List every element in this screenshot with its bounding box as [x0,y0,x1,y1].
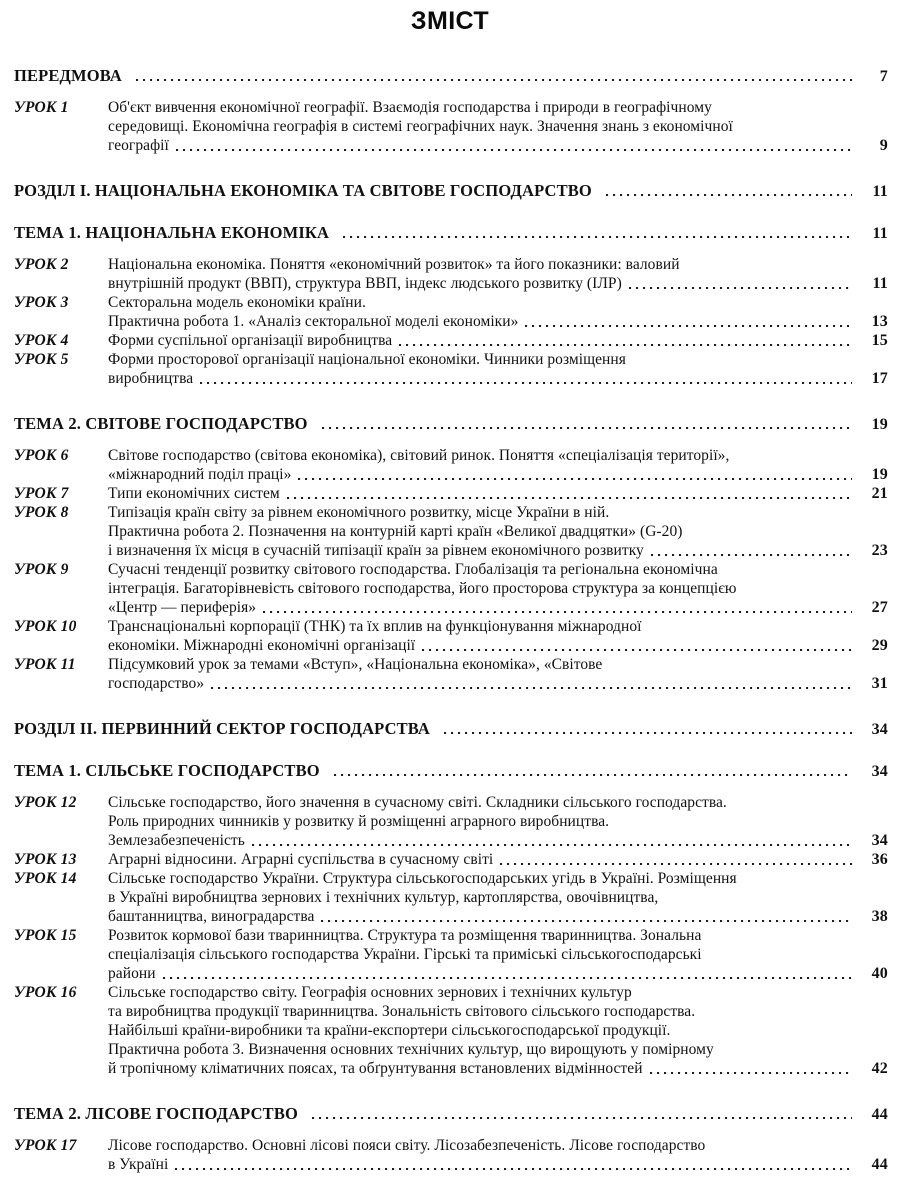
lesson-text: та виробництва продукції тваринництва. Зональність світового сільського господарства. [108,1003,696,1020]
lesson-line [108,579,888,598]
dot-leader [287,489,852,503]
toc-heading-row[interactable] [0,223,900,243]
lesson-text: Сільське господарство світу. Географія основних зернових і технічних культур [108,984,632,1001]
toc-lesson-row[interactable] [0,293,900,331]
dot-leader [321,912,852,926]
heading-gap [0,201,900,223]
lesson-line [108,617,888,636]
lesson-label: УРОК 9 [14,561,69,578]
toc-lesson-row[interactable] [0,655,900,693]
lesson-line [108,1002,888,1021]
lesson-line [108,1021,888,1040]
lesson-line [108,560,888,579]
after-heading-gap [0,434,900,446]
dot-leader [343,228,852,243]
lesson-line-last [108,1059,888,1078]
group-gap [0,388,900,414]
lesson-line-last [108,1155,888,1174]
page-number[interactable]: 34 [871,763,888,780]
lesson-line-last [108,312,888,331]
title-spacer [0,36,900,66]
toc-entry-list [0,66,900,1174]
lesson-line-last [108,136,888,155]
lesson-text: середовищі. Економічна географія в системі географічних наук. Значення знань з економічної [108,118,733,135]
dot-leader [175,1160,852,1174]
toc-lesson-row[interactable] [0,560,900,617]
lesson-line [108,869,888,888]
lesson-label: УРОК 5 [14,351,69,368]
lesson-text: Підсумковий урок за темами «Вступ», «Національна економіка», «Світове [108,656,603,673]
lesson-text: економіки. Міжнародні економічні організації [108,637,416,654]
lesson-label: УРОК 10 [14,618,77,635]
lesson-label: УРОК 17 [14,1137,77,1154]
dot-leader [525,317,852,331]
dot-leader [650,1064,852,1078]
lesson-text: Форми суспільної організації виробництва [108,332,393,349]
lesson-body [108,617,888,655]
dot-leader [211,679,852,693]
page-number[interactable]: 38 [871,908,888,925]
lesson-line [108,293,888,312]
lesson-text: райони [108,965,156,982]
heading-text: РОЗДІЛ ІІ. ПЕРВИННИЙ СЕКТОР ГОСПОДАРСТВА [14,719,430,738]
group-gap [0,693,900,719]
page-number[interactable]: 19 [871,416,888,433]
dot-leader [298,470,852,484]
lesson-line-last [108,331,888,350]
page-number[interactable]: 29 [871,637,888,654]
lesson-text: Типізація країн світу за рівнем економічного розвитку, місце України в ній. [108,504,610,521]
lesson-line-last [108,850,888,869]
lesson-line-last [108,964,888,983]
lesson-line [108,522,888,541]
toc-lesson-row[interactable] [0,983,900,1078]
page-number[interactable]: 21 [871,485,888,502]
toc-heading-row[interactable] [0,181,900,201]
lesson-line [108,446,888,465]
dot-leader [334,766,852,781]
lesson-body [108,98,888,155]
lesson-line [108,1040,888,1059]
lesson-line [108,98,888,117]
toc-lesson-row[interactable] [0,926,900,983]
lesson-text: Практична робота 3. Визначення основних технічних культур, що вирощують у помірному [108,1041,714,1058]
lesson-line-last [108,484,888,503]
lesson-line [108,350,888,369]
dot-leader [422,641,852,655]
page-number[interactable]: 40 [871,965,888,982]
page-number[interactable]: 19 [871,466,888,483]
lesson-text: інтеграція. Багаторівневість світового господарства, його просторова структура за концепцією [108,580,737,597]
lesson-label: УРОК 3 [14,294,69,311]
lesson-text: виробництва [108,370,194,387]
lesson-text: Аграрні відносини. Аграрні суспільства в сучасному світі [108,851,494,868]
toc-lesson-row[interactable] [0,503,900,560]
lesson-text: Роль природних чинників у розвитку й розміщенні аграрного виробництва. [108,813,610,830]
dot-leader [252,836,852,850]
lesson-text: баштанництва, виноградарства [108,908,315,925]
lesson-line-last [108,636,888,655]
lesson-body [108,983,888,1078]
heading-text: РОЗДІЛ І. НАЦІОНАЛЬНА ЕКОНОМІКА ТА СВІТОВЕ ГОСПОДАРСТВО [14,181,592,200]
heading-text: ПЕРЕДМОВА [14,66,122,85]
lesson-text: господарство» [108,675,205,692]
toc-lesson-row[interactable] [0,484,900,503]
lesson-label: УРОК 2 [14,256,69,273]
lesson-text: Типи економічних систем [108,485,280,502]
page-number[interactable]: 13 [871,313,888,330]
lesson-line [108,793,888,812]
toc-lesson-row[interactable] [0,850,900,869]
lesson-text: «Центр — периферія» [108,599,257,616]
lesson-text: Практична робота 2. Позначення на контурній карті країн «Великої двадцятки» (G-20) [108,523,683,540]
page-number[interactable]: 11 [872,183,888,200]
lesson-text: Сільське господарство України. Структура сільськогосподарських угідь в Україні. Розміщення [108,870,737,887]
lesson-line-last [108,369,888,388]
lesson-body [108,793,888,850]
toc-lesson-row[interactable] [0,1136,900,1174]
dot-leader [136,71,852,86]
lesson-line [108,945,888,964]
lesson-line [108,983,888,1002]
lesson-label: УРОК 13 [14,851,77,868]
after-heading-gap [0,243,900,255]
page-number[interactable]: 11 [872,275,888,292]
dot-leader [176,141,852,155]
lesson-label: УРОК 16 [14,984,77,1001]
lesson-line [108,926,888,945]
lesson-text: Транснаціональні корпорації (ТНК) та їх вплив на функціонування міжнародної [108,618,642,635]
lesson-label: УРОК 12 [14,794,77,811]
page-number[interactable]: 15 [871,332,888,349]
page-number[interactable]: 11 [872,225,888,242]
lesson-text: Найбільші країни-виробники та країни-експортери сільськогосподарської продукції. [108,1022,671,1039]
page-number[interactable]: 31 [871,675,888,692]
toc-lesson-row[interactable] [0,793,900,850]
dot-leader [312,1109,852,1124]
lesson-text: Лісове господарство. Основні лісові пояси світу. Лісозабезпеченість. Лісове господарство [108,1137,706,1154]
dot-leader [500,855,852,869]
lesson-text: і визначення їх місця в сучасній типізації країн за рівнем економічного розвитку [108,542,644,559]
lesson-body [108,560,888,617]
lesson-label: УРОК 6 [14,447,69,464]
heading-text: ТЕМА 1. НАЦІОНАЛЬНА ЕКОНОМІКА [14,223,330,242]
lesson-text: Сучасні тенденції розвитку світового господарства. Глобалізація та регіональна економічна [108,561,718,578]
lesson-text: внутрішній продукт (ВВП), структура ВВП, індекс людського розвитку (ІЛР) [108,275,622,292]
dot-leader [163,969,852,983]
page-number[interactable]: 44 [871,1156,888,1173]
lesson-line [108,655,888,674]
dot-leader [651,546,852,560]
lesson-body [108,869,888,926]
lesson-text: Об'єкт вивчення економічної географії. Взаємодія господарства і природи в географічному [108,99,712,116]
lesson-line-last [108,674,888,693]
after-heading-gap [0,781,900,793]
toc-heading-row[interactable] [0,761,900,781]
toc-lesson-row[interactable] [0,617,900,655]
lesson-label: УРОК 8 [14,504,69,521]
lesson-line [108,812,888,831]
page-title: ЗМІСТ [410,7,490,35]
heading-text: ТЕМА 2. ЛІСОВЕ ГОСПОДАРСТВО [14,1104,298,1123]
lesson-body [108,850,888,869]
page-number[interactable]: 44 [871,1106,888,1123]
lesson-line-last [108,541,888,560]
group-gap [0,155,900,181]
lesson-body [108,503,888,560]
lesson-line-last [108,831,888,850]
heading-text: ТЕМА 1. СІЛЬСЬКЕ ГОСПОДАРСТВО [14,761,320,780]
lesson-body [108,255,888,293]
lesson-text: й тропічному кліматичних поясах, та обґрунтування встановлених відмінностей [108,1060,643,1077]
toc-heading-row[interactable] [0,1104,900,1124]
lesson-body [108,293,888,331]
lesson-body [108,926,888,983]
lesson-body [108,484,888,503]
toc-lesson-row[interactable] [0,446,900,484]
page-number[interactable]: 7 [879,68,888,85]
lesson-label: УРОК 14 [14,870,77,887]
dot-leader [322,419,852,434]
lesson-text: Розвиток кормової бази тваринництва. Структура та розміщення тваринництва. Зональна [108,927,702,944]
dot-leader [629,279,852,293]
page-number[interactable]: 23 [871,542,888,559]
lesson-text: Сільське господарство, його значення в сучасному світі. Складники сільського господарства. [108,794,727,811]
lesson-body [108,350,888,388]
lesson-text: «міжнародний поділ праці» [108,466,292,483]
toc-lesson-row[interactable] [0,255,900,293]
lesson-text: Секторальна модель економіки країни. [108,294,366,311]
lesson-line [108,888,888,907]
lesson-text: географії [108,137,169,154]
lesson-text: в Україні виробництва зернових і технічних культур, картоплярства, овочівництва, [108,889,659,906]
lesson-label: УРОК 1 [14,99,69,116]
lesson-label: УРОК 7 [14,485,69,502]
page-number[interactable]: 9 [879,137,888,154]
lesson-label: УРОК 4 [14,332,69,349]
page-number[interactable]: 34 [871,832,888,849]
lesson-line [108,503,888,522]
lesson-label: УРОК 15 [14,927,77,944]
toc-heading-row[interactable] [0,414,900,434]
page-number[interactable]: 42 [871,1060,888,1077]
lesson-line-last [108,907,888,926]
lesson-text: Землезабезпеченість [108,832,245,849]
lesson-line [108,255,888,274]
lesson-text: спеціалізація сільського господарства України. Гірські та приміські сільськогосподарські [108,946,702,963]
lesson-text: в Україні [108,1156,169,1173]
page-number[interactable]: 17 [871,370,888,387]
dot-leader [200,374,852,388]
dot-leader [444,724,852,739]
toc-heading-row[interactable] [0,66,900,86]
toc-lesson-row[interactable] [0,98,900,155]
heading-text: ТЕМА 2. СВІТОВЕ ГОСПОДАРСТВО [14,414,308,433]
toc-lesson-row[interactable] [0,869,900,926]
lesson-text: Національна економіка. Поняття «економічний розвиток» та його показники: валовий [108,256,680,273]
lesson-body [108,331,888,350]
toc-lesson-row[interactable] [0,331,900,350]
lesson-text: Форми просторової організації національної економіки. Чинники розміщення [108,351,626,368]
lesson-text: Практична робота 1. «Аналіз секторальної моделі економіки» [108,313,519,330]
lesson-line-last [108,598,888,617]
dot-leader [606,186,852,201]
lesson-body [108,1136,888,1174]
toc-lesson-row[interactable] [0,350,900,388]
lesson-line [108,1136,888,1155]
page-number[interactable]: 27 [871,599,888,616]
group-gap [0,1078,900,1104]
lesson-body [108,446,888,484]
page-number[interactable]: 34 [871,721,888,738]
toc-heading-row[interactable] [0,719,900,739]
dot-leader [399,336,852,350]
lesson-line [108,117,888,136]
after-heading-gap [0,1124,900,1136]
page-number[interactable]: 36 [871,851,888,868]
lesson-text: Світове господарство (світова економіка), світовий ринок. Поняття «спеціалізація території», [108,447,730,464]
dot-leader [263,603,852,617]
lesson-label: УРОК 11 [14,656,76,673]
lesson-line-last [108,274,888,293]
after-heading-gap [0,86,900,98]
lesson-line-last [108,465,888,484]
lesson-body [108,655,888,693]
heading-gap [0,739,900,761]
